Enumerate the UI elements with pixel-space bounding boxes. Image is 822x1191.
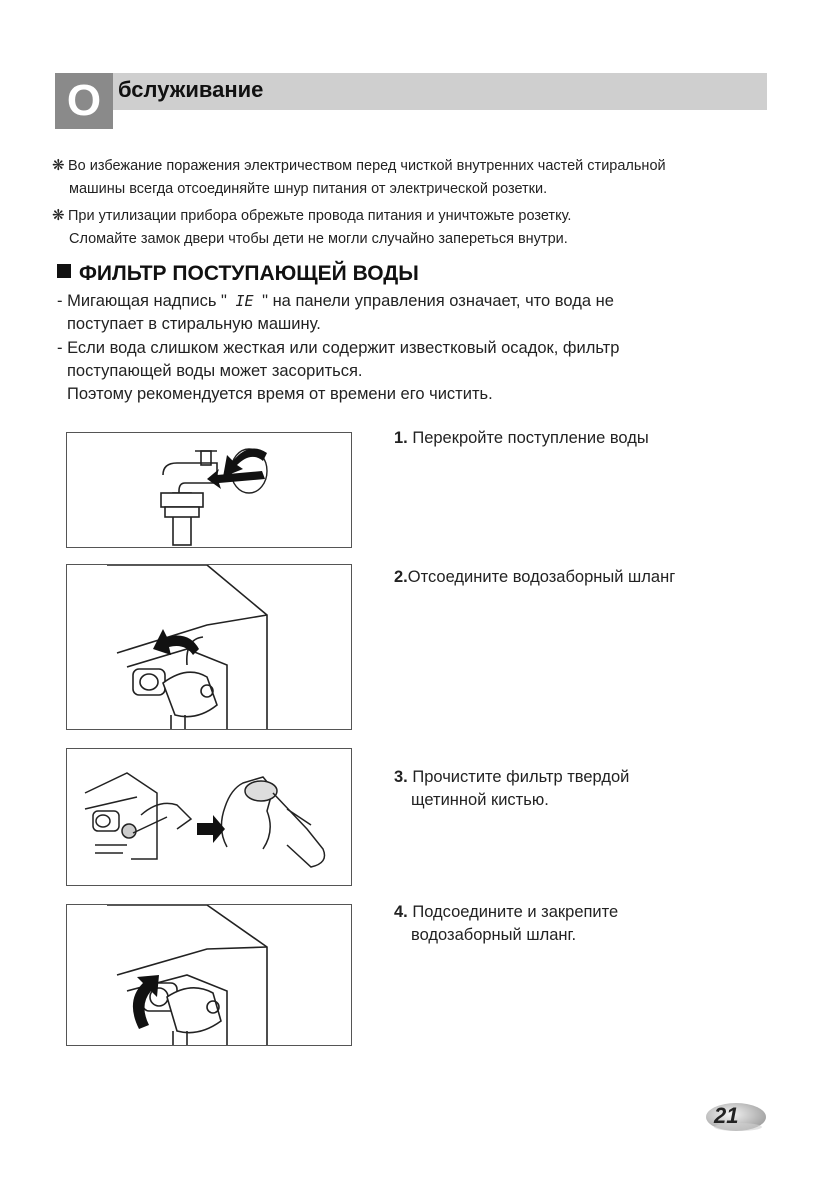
disconnect-hose-illustration [67, 565, 351, 729]
para1-line-2: поступает в стиральную машину. [67, 315, 321, 333]
step-4-number: 4. [394, 903, 408, 921]
step-3-number: 3. [394, 768, 408, 786]
note-2-line-2: Сломайте замок двери чтобы дети не могли случайно запереться внутри. [69, 231, 568, 247]
step-1-text: Перекройте поступление воды [407, 429, 649, 447]
page-title: бслуживание [118, 77, 264, 102]
note-1-line-1: Во избежание поражения электричеством перед чисткой внутренних частей стиральной [68, 158, 666, 174]
error-code: IE [235, 292, 254, 310]
paragraph-2 [57, 337, 757, 406]
step-3-text-2: щетинной кистью. [411, 791, 549, 809]
para2-line-2: поступающей воды может засориться. [67, 362, 363, 380]
step-4-text: Подсоедините и закрепите [407, 903, 619, 921]
note-2 [52, 204, 772, 251]
figure-clean-filter [66, 748, 352, 886]
step-4 [394, 901, 754, 947]
section-title [57, 262, 419, 286]
step-1-number: 1. [394, 429, 408, 447]
step-3-text: Прочистите фильтр твердой [407, 768, 630, 786]
figure-disconnect-hose [66, 564, 352, 730]
step-3 [394, 766, 754, 812]
step-2-number: 2. [394, 568, 408, 586]
step-2-text: Отсоедините водозаборный шланг [407, 568, 676, 586]
clean-filter-illustration [67, 749, 351, 885]
note-bullet: ❋ [52, 157, 65, 174]
connect-hose-illustration [67, 905, 351, 1045]
figure-connect-hose [66, 904, 352, 1046]
paragraph-1 [57, 290, 757, 336]
para2-line-1: - Если вода слишком жесткая или содержит известковый осадок, фильтр [57, 339, 620, 357]
note-1-line-2: машины всегда отсоединяйте шнур питания от электрической розетки. [69, 181, 548, 197]
note-2-line-1: При утилизации прибора обрежьте провода питания и уничтожьте розетку. [68, 208, 572, 224]
step-2 [394, 566, 754, 589]
para1-part-b: " на панели управления означает, что вода не [262, 292, 614, 310]
page-number: 21 [714, 1103, 739, 1128]
section-title-text: ФИЛЬТР ПОСТУПАЮЩЕЙ ВОДЫ [79, 262, 419, 285]
section-square-icon [57, 264, 71, 278]
para2-line-3: Поэтому рекомендуется время от времени его чистить. [67, 385, 493, 403]
note-1 [52, 154, 772, 201]
header-letter: О [55, 73, 113, 129]
figure-tap [66, 432, 352, 548]
tap-illustration [67, 433, 351, 547]
note-bullet: ❋ [52, 207, 65, 224]
step-1 [394, 427, 754, 450]
step-4-text-2: водозаборный шланг. [411, 926, 577, 944]
para1-part-a: - Мигающая надпись " [57, 292, 227, 310]
